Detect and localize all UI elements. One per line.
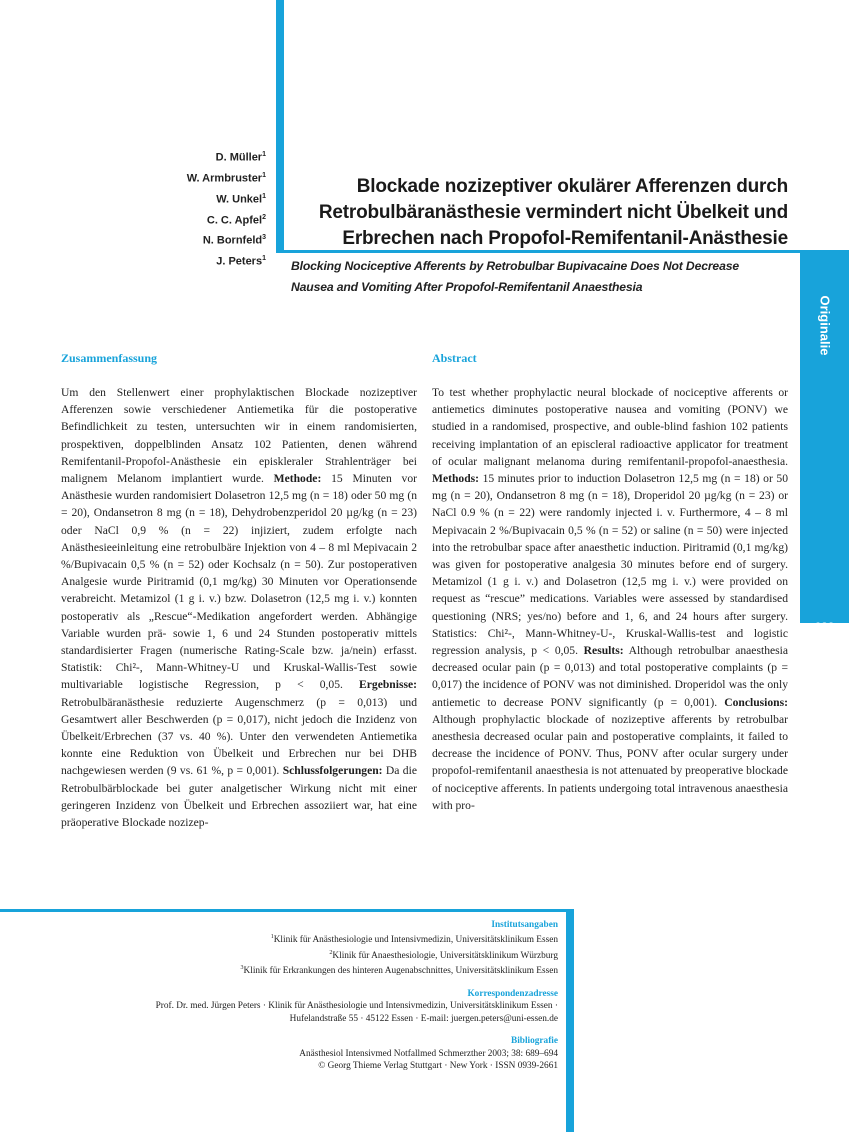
author: D. Müller$^1$ — [215, 151, 266, 164]
author: J. Peters$^1$ — [216, 255, 266, 268]
institutsangaben-heading: Institutsangaben — [491, 920, 558, 930]
affiliation: $^3$Klinik für Erkrankungen des hinteren Augenabschnittes, Universitätsklinikum Essen — [240, 965, 558, 977]
correspondence-line: Prof. Dr. med. Jürgen Peters · Klinik für Anästhesiologie und Intensivmedizin, Universitätsklinikum Essen · — [155, 1001, 558, 1012]
zusammenfassung-heading: Zusammenfassung — [61, 351, 158, 365]
copyright-line: © Georg Thieme Verlag Stuttgart · New York · ISSN 0939-2661 — [318, 1060, 558, 1071]
page-number: 689 — [814, 620, 835, 634]
section-side-tab — [800, 250, 849, 634]
zusammenfassung-body: Um den Stellenwert einer prophylaktischen Blockade nozizeptiver Afferenzen sowie verschiedener Antiemetika für die postoperative Befindlichkeit zu testen, untersuchten wir in einem randomisierten, prospektiven, doppelblinden Ansatz 102 Patienten, denen während Remifentanil-Propofol-Anästhesie ein episkleraler Strahlenträger bei malignem Melanom implantiert wurde. Methode: 15 Minuten vor Anästhesie wurden randomisiert Dolasetron 12,5 mg (n = 18) oder 50 mg (n = 20), Ondansetron 8 mg (n = 18), Dehydrobenzperidol 20 µg/kg (n = 23) oder NaCl 0,9 % (n = 22) injiziert, zudem erfolgte nach Anästhesieeinleitung eine retrobulbäre Injektion von 4 – 8 ml Mepivacain 2 %/Bupivacain 0,5 % (n = 52) oder Kochsalz (n = 50). Zur postoperativen Analgesie wurde Piritramid (0,1 mg/kg) 30 Minuten vor Operationsende verabreicht. Metamizol (1 g i. v.) bzw. Dolasetron (12,5 mg i. v.) konnten postoperativ als „Rescue“-Medikation angefordert werden. Abhängige Variable wurden prä- sowie 1, 6 und 24 Stunden postoperativ mittels standardisierter Fragen (numerische Rating-Scale bzw. ja/nein) erfasst. Statistik: Chi²-, Mann-Whitney-U und Kruskal-Wallis-Test sowie multivariable logistische Regression, p < 0,05. Ergebnisse: Retrobulbäranästhesie reduzierte Augenschmerz (p = 0,013) und Gesamtwert aller Beschwerden (p = 0,017), nicht jedoch die Inzidenz von Übelkeit/Erbrechen (37 vs. 40 %). Unter den verwendeten Antiemetika konnte eine Reduktion von Übelkeit und Erbrechen nur bei DHB nachgewiesen werden (9 vs. 61 %, p = 0,001). Schlussfolgerungen: Da die Retrobulbärblockade bei guter analgetischer Wirkung nicht mit einer geringeren Inzidenz von Übelkeit und Erbrechen assoziiert war, hat eine präoperative Blockade nozizep- — [61, 386, 417, 830]
citation-line: Anästhesiol Intensivmed Notfallmed Schmerzther 2003; 38: 689–694 — [299, 1048, 558, 1059]
article-footer — [18, 919, 558, 1072]
author-list — [187, 146, 266, 271]
correspondence-line: Hufelandstraße 55 · 45122 Essen · E-mail: juergen.peters@uni-essen.de — [289, 1013, 558, 1024]
author: N. Bornfeld$^3$ — [202, 234, 266, 248]
abstract-body: To test whether prophylactic neural blockade of nociceptive afferents or antiemetics diminutes postoperative nausea and vomiting (PONV) we studied in a randomised, prospective, and ouble-blind fashion 102 patients receiving implantation of an episcleral radioactive applicator for treatment of ocular malignant melanoma during remifentanil-propofol-anaesthesia. Methods: 15 minutes prior to induction Dolasetron 12,5 mg (n = 18) or 50 mg (n = 20), Ondansetron 8 mg (n = 18), Droperidol 20 µg/kg (n = 23) or NaCl 0.9 % (n = 22) were randomly injected i. v. Furthermore, 4 – 8 ml Mepivacain 2 %/Bupivacain 0,5 % (n = 52) or saline (n = 50) were injected into the retrobulbar space after anaesthetic induction. Piritramid (0,1 mg/kg) was given for postoperative analgesia 30 minutes before end of surgery. Metamizol (1 g i. v.) and Dolasetron (12,5 mg i. v.) were provided on request as “rescue” medications. Variables were assessed by standardised questioning (NRS; yes/no) before and 1, 6, and 24 hours after surgery. Statistics: Chi²-, Mann-Whitney-U-, Kruskal-Wallis-test and logistic regression analysis, p < 0,05. Results: Although retrobulbar anaesthesia decreased ocular pain (p = 0,013) and total postoperative complaints (p = 0,017) the incidence of PONV was not diminished. Droperidol was the only antiemetic to decrease PONV significantly (p = 0,001). Conclusions: Although prophylactic blockade of nozizeptive afferents by retrobulbar anesthesia decreased ocular pain and postoperative complaints, it failed to decrease the incidence of PONV. Thus, PONV after ocular surgery under propofol-remifentanil anaesthesia is not attenuated by preoperative blockade of nociceptive afferents. In patients undergoing total intravenous anaesthesia with pro- — [432, 386, 789, 812]
article-title: Blockade nozizeptiver okulärer Afferenzen durch Retrobulbäranästhesie vermindert nicht Übelkeit und Erbrechen nach Propofol-Remifentanil-Anästhesie — [318, 176, 788, 249]
section-label: Originalie — [817, 295, 832, 355]
accent-bar-vertical-footer — [566, 909, 574, 1132]
author: C. C. Apfel$^2$ — [206, 213, 266, 227]
author: W. Armbruster$^1$ — [186, 171, 266, 185]
accent-rule-footer — [0, 909, 566, 912]
abstract-heading: Abstract — [432, 351, 477, 365]
author: W. Unkel$^1$ — [216, 192, 266, 206]
korrespondenz-heading: Korrespondenzadresse — [467, 988, 558, 999]
accent-bar-vertical-top — [276, 0, 284, 250]
affiliation: $^1$Klinik für Anästhesiologie und Intensivmedizin, Universitätsklinikum Essen — [270, 934, 558, 946]
affiliation: $^2$Klinik für Anaesthesiologie, Universitätsklinikum Würzburg — [329, 949, 558, 961]
article-subtitle-english: Blocking Nociceptive Afferents by Retrobulbar Bupivacaine Does Not Decrease Nausea and Vomiting After Propofol-Remifentanil Anaesthesia — [291, 259, 739, 294]
bibliografie-heading: Bibliografie — [511, 1036, 558, 1047]
